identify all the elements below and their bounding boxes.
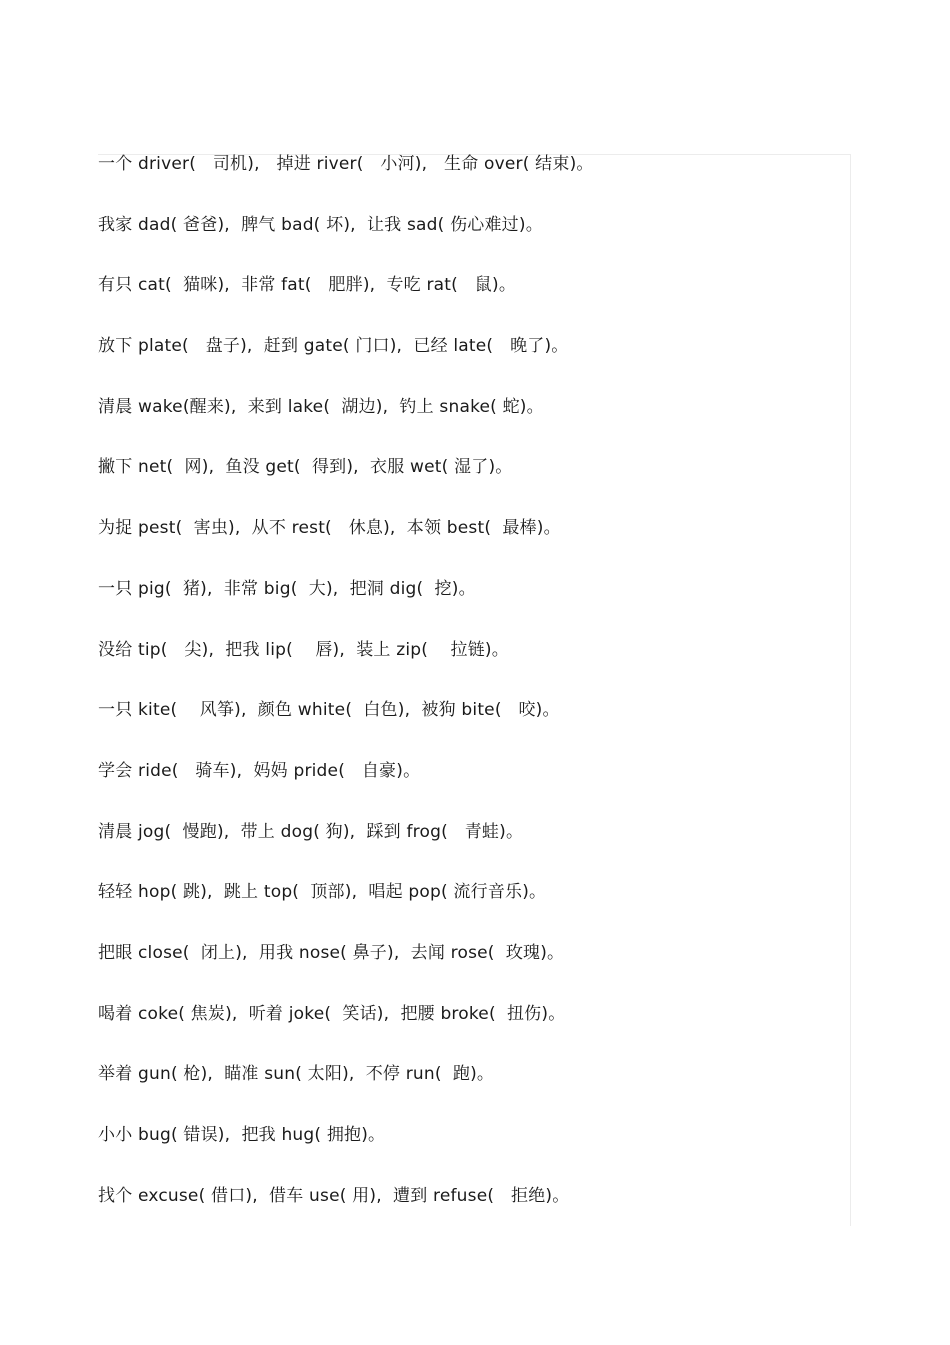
rhyme-line: 我家 dad( 爸爸), 脾气 bad( 坏), 让我 sad( 伤心难过)。 (98, 214, 543, 235)
rhyme-line: 为捉 pest( 害虫), 从不 rest( 休息), 本领 best( 最棒)。 (98, 518, 561, 539)
rhyme-line: 喝着 coke( 焦炭), 听着 joke( 笑话), 把腰 broke( 扭伤)。 (98, 1003, 566, 1024)
rhyme-line: 清晨 wake(醒来), 来到 lake( 湖边), 钓上 snake( 蛇)。 (98, 396, 544, 417)
rhyme-line: 撇下 net( 网), 鱼没 get( 得到), 衣服 wet( 湿了)。 (98, 457, 513, 478)
rhyme-line: 一只 pig( 猪), 非常 big( 大), 把洞 dig( 挖)。 (98, 578, 476, 599)
rhyme-line: 一只 kite( 风筝), 颜色 white( 白色), 被狗 bite( 咬)。 (98, 700, 560, 721)
rhyme-line: 轻轻 hop( 跳), 跳上 top( 顶部), 唱起 pop( 流行音乐)。 (98, 882, 547, 903)
rhyme-line: 没给 tip( 尖), 把我 lip( 唇), 装上 zip( 拉链)。 (98, 639, 509, 660)
rhyme-line: 有只 cat( 猫咪), 非常 fat( 肥胖), 专吃 rat( 鼠)。 (98, 275, 517, 296)
rhyme-line: 放下 plate( 盘子), 赶到 gate( 门口), 已经 late( 晚了)。 (98, 336, 569, 357)
rhyme-list (98, 147, 838, 1239)
rhyme-line: 学会 ride( 骑车), 妈妈 pride( 自豪)。 (98, 760, 421, 781)
rhyme-line: 举着 gun( 枪), 瞄准 sun( 太阳), 不停 run( 跑)。 (98, 1064, 495, 1085)
rhyme-line: 一个 driver( 司机), 掉进 river( 小河), 生命 over( 结束)。 (98, 154, 594, 174)
rhyme-line: 清晨 jog( 慢跑), 带上 dog( 狗), 踩到 frog( 青蛙)。 (98, 821, 524, 842)
rhyme-line: 找个 excuse( 借口), 借车 use( 用), 遭到 refuse( 拒绝)。 (98, 1185, 570, 1206)
rhyme-line: 小小 bug( 错误), 把我 hug( 拥抱)。 (98, 1125, 386, 1145)
rhyme-line: 把眼 close( 闭上), 用我 nose( 鼻子), 去闻 rose( 玫瑰)。 (98, 942, 565, 963)
